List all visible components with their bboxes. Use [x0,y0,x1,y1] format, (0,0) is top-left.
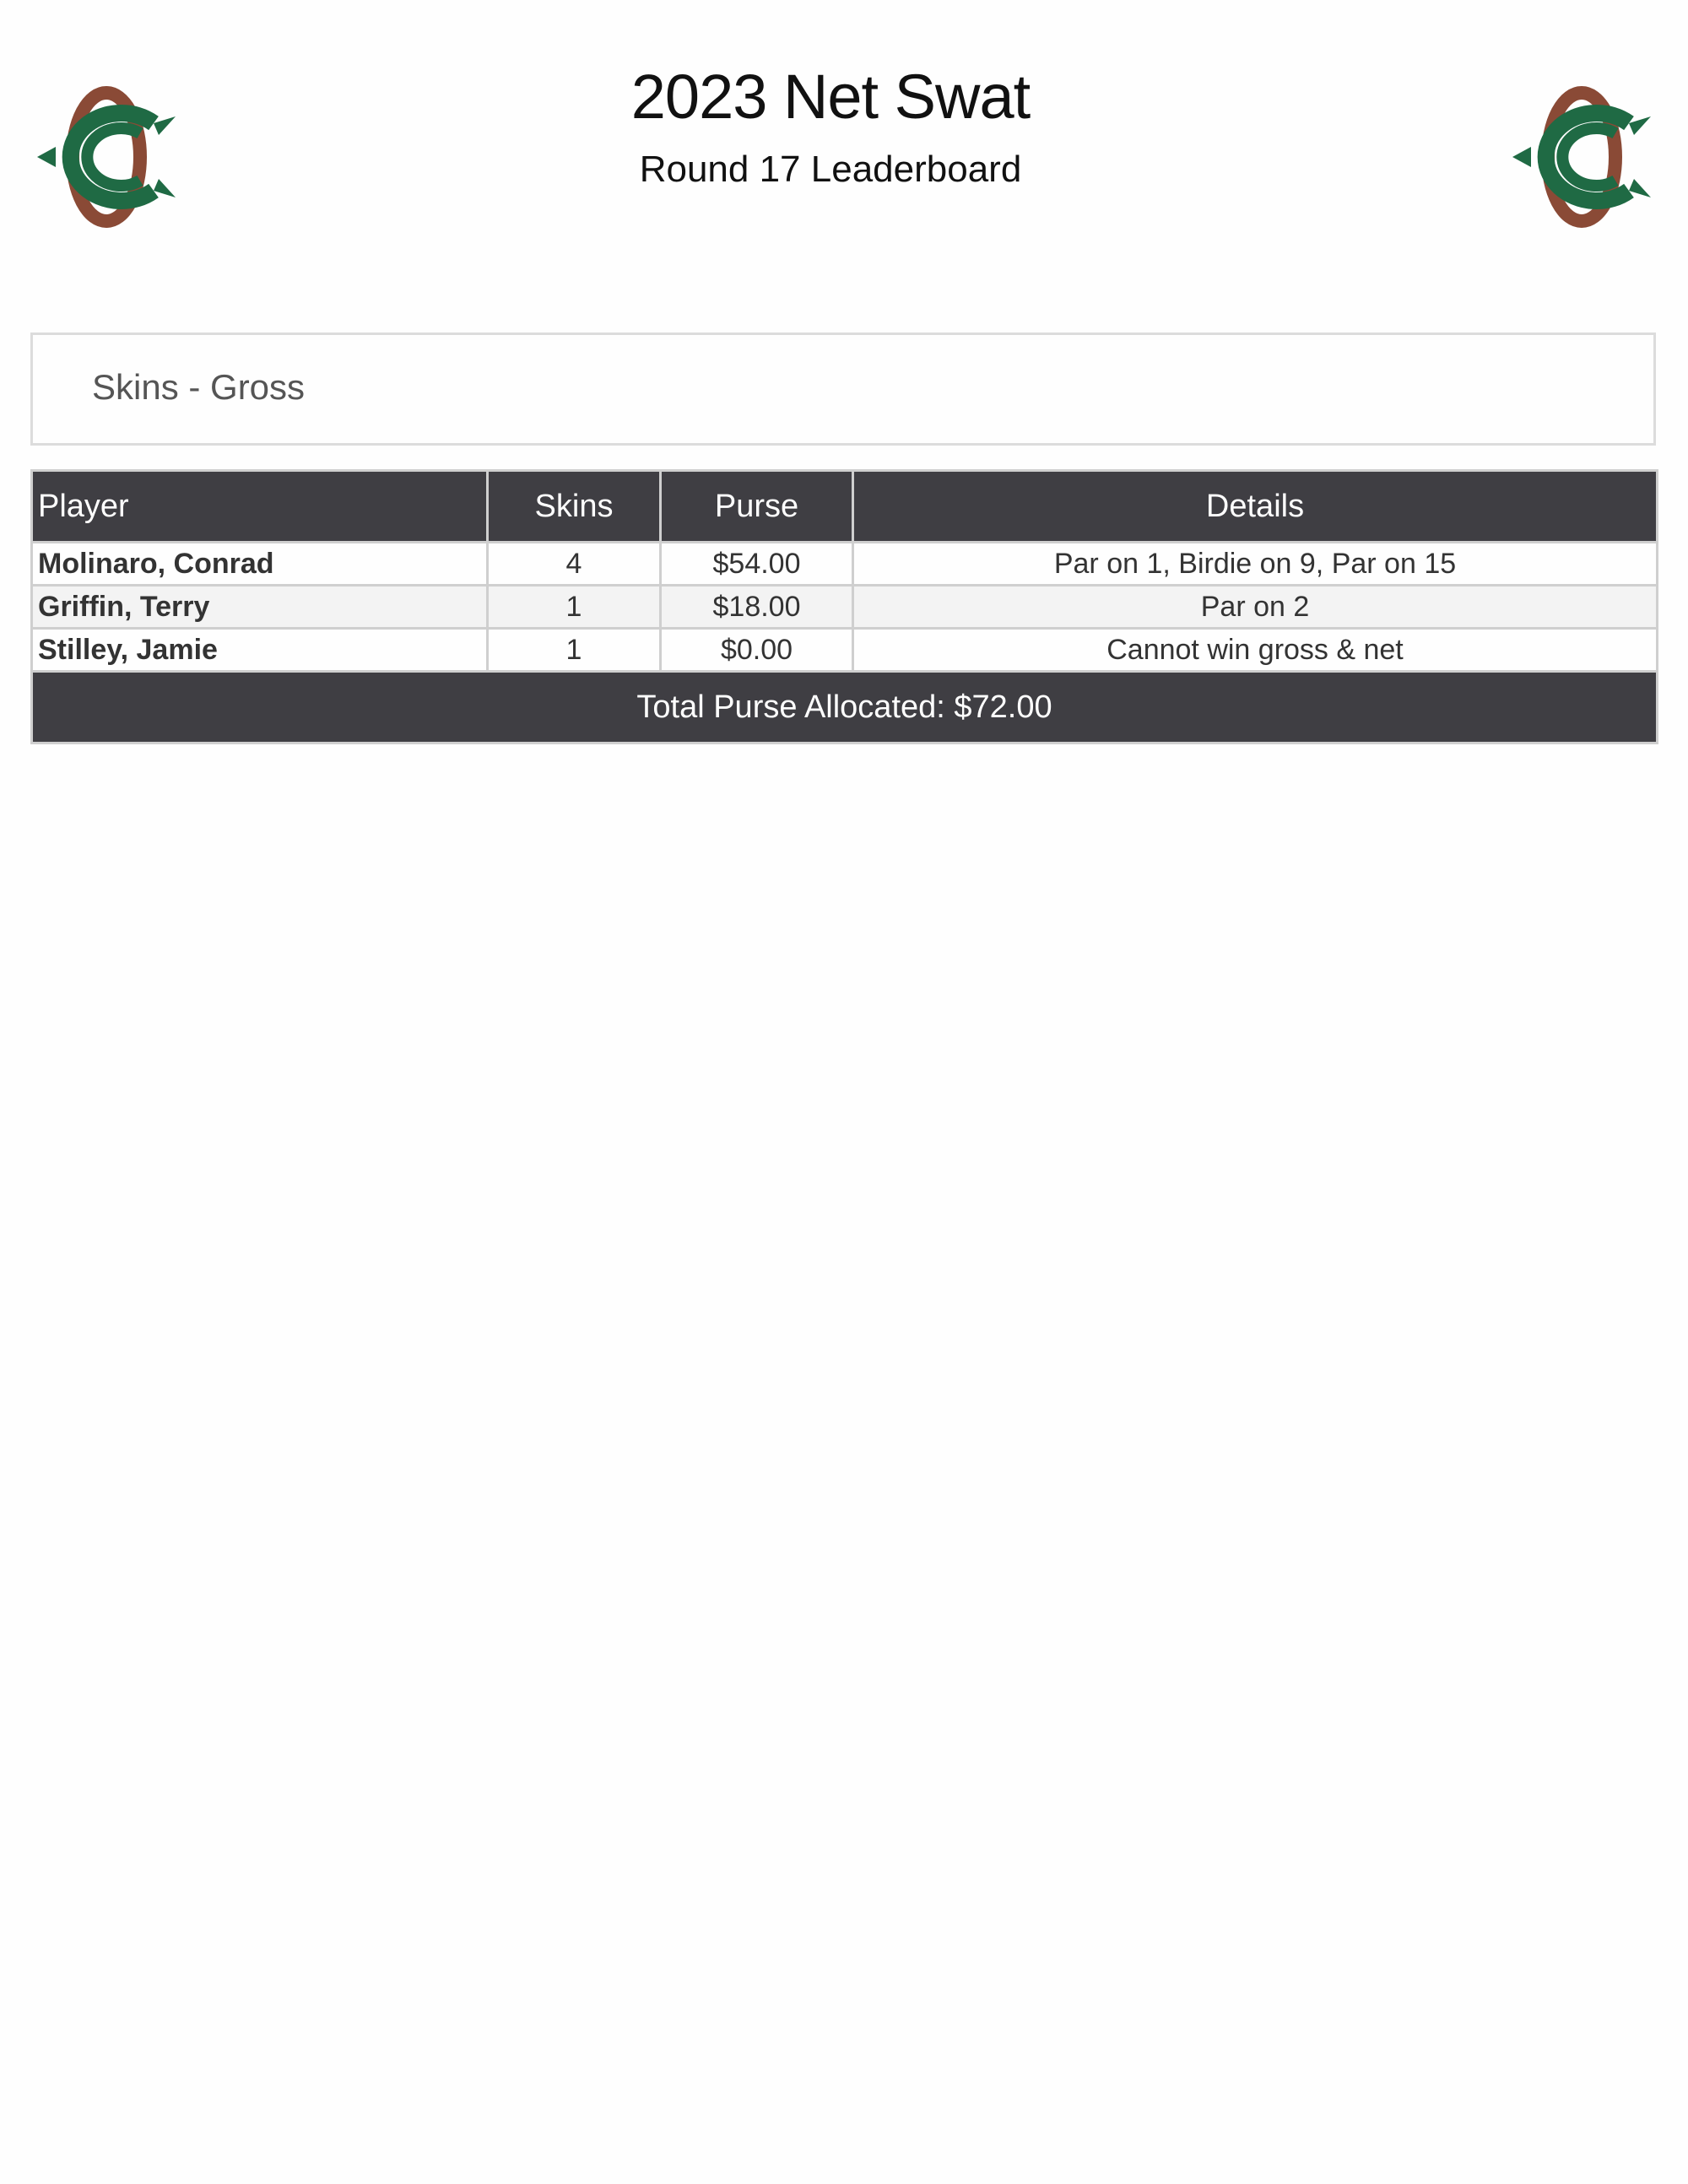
purse-amount: $0.00 [661,629,853,672]
purse-amount: $54.00 [661,543,853,586]
column-header-skins: Skins [488,471,661,543]
skin-details: Par on 1, Birdie on 9, Par on 15 [853,543,1658,586]
skin-details: Cannot win gross & net [853,629,1658,672]
skins-count: 1 [488,629,661,672]
table-header-row [32,471,1658,543]
player-name: Molinaro, Conrad [32,543,488,586]
skins-leaderboard-table [30,469,1658,744]
column-header-details: Details [853,471,1658,543]
table-row [32,586,1658,629]
section-title: Skins - Gross [92,367,306,407]
table-footer-row [32,672,1658,743]
total-purse: Total Purse Allocated: $72.00 [32,672,1658,743]
skins-count: 4 [488,543,661,586]
skin-details: Par on 2 [853,586,1658,629]
skins-count: 1 [488,586,661,629]
player-name: Griffin, Terry [32,586,488,629]
column-header-purse: Purse [661,471,853,543]
section-header [30,332,1656,446]
table-row [32,629,1658,672]
column-header-player: Player [32,471,488,543]
page-subtitle: Round 17 Leaderboard [639,149,1022,190]
purse-amount: $18.00 [661,586,853,629]
table-row [32,543,1658,586]
page-title: 2023 Net Swat [630,62,1031,132]
player-name: Stilley, Jamie [32,629,488,672]
